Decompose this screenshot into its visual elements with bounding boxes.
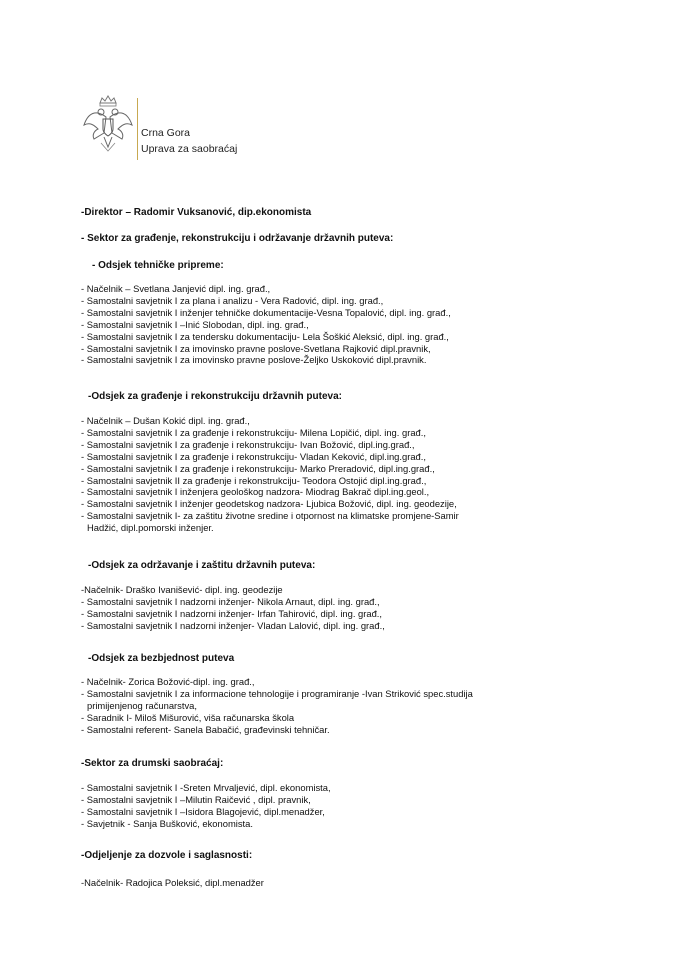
list-item: - Samostalni savjetnik I nadzorni inženjer- Irfan Tahirović, dipl. ing. građ., bbox=[81, 607, 383, 619]
sector1-title: - Sektor za građenje, rekonstrukciju i održavanje državnih puteva: bbox=[81, 233, 394, 244]
list-item: -Načelnik- Draško Ivanišević- dipl. ing. geodezije bbox=[81, 584, 283, 595]
list-item: - Samostalni savjetnik I za građenje i rekonstrukciju- Vladan Keković, dipl.ing.građ., bbox=[81, 450, 426, 462]
list-item: - Načelnik – Dušan Kokić dipl. ing. građ., bbox=[81, 415, 250, 426]
list-item: - Samostalni savjetnik I za tendersku dokumentaciju- Lela Šoškić Aleksić, dipl. ing. građ., bbox=[81, 330, 449, 342]
list-item: - Samostalni savjetnik I nadzorni inženjer- Vladan Lalović, dipl. ing. građ., bbox=[81, 619, 385, 631]
list-item: - Saradnik I- Miloš Mišurović, viša računarska škola bbox=[81, 711, 295, 723]
list-item: primijenjenog računarstva, bbox=[87, 699, 197, 711]
list-item: - Savjetnik - Sanja Bušković, ekonomista. bbox=[81, 817, 253, 829]
list-item: - Samostalni savjetnik I –Inić Slobodan, dipl. ing. građ., bbox=[81, 318, 309, 330]
dept1-list bbox=[81, 283, 451, 366]
dept4-title: -Odsjek za bezbjednost puteva bbox=[88, 653, 235, 664]
dept2-title: -Odsjek za građenje i rekonstrukciju državnih puteva: bbox=[88, 391, 342, 402]
list-item: Hadžić, dipl.pomorski inženjer. bbox=[87, 522, 214, 534]
list-item: - Samostalni savjetnik I -Sreten Mrvaljević, dipl. ekonomista, bbox=[81, 782, 331, 793]
list-item: - Samostalni savjetnik I nadzorni inženjer- Nikola Arnaut, dipl. ing. građ., bbox=[81, 595, 380, 607]
list-item: - Samostalni savjetnik I- za zaštitu životne sredine i otpornost na klimatske promjene-Samir bbox=[81, 510, 459, 522]
dept5-title: -Odjeljenje za dozvole i saglasnosti: bbox=[81, 850, 253, 861]
org-agency: Uprava za saobraćaj bbox=[141, 143, 238, 155]
list-item: - Samostalni savjetnik I za imovinsko pravne poslove-Svetlana Rajković dipl.pravnik, bbox=[81, 342, 431, 354]
dept5-list bbox=[81, 877, 264, 889]
list-item: - Samostalni savjetnik II za građenje i rekonstrukciju- Teodora Ostojić dipl.ing.građ., bbox=[81, 474, 427, 486]
dept1-title: - Odsjek tehničke pripreme: bbox=[92, 260, 224, 271]
list-item: - Samostalni savjetnik I –Isidora Blagojević, dipl.menadžer, bbox=[81, 805, 325, 817]
coat-of-arms-icon bbox=[82, 95, 134, 153]
director-line: -Direktor – Radomir Vuksanović, dip.ekonomista bbox=[81, 207, 312, 218]
list-item: - Samostalni savjetnik I –Milutin Raičević , dipl. pravnik, bbox=[81, 793, 311, 805]
dept4-list bbox=[81, 676, 473, 736]
organization-name bbox=[141, 125, 237, 157]
header-divider bbox=[137, 98, 138, 160]
dept3-title: -Odsjek za održavanje i zaštitu državnih puteva: bbox=[88, 560, 316, 571]
list-item: - Samostalni savjetnik I za građenje i rekonstrukciju- Milena Lopičić, dipl. ing. građ., bbox=[81, 426, 426, 438]
list-item: - Samostalni savjetnik I za plana i analizu - Vera Radović, dipl. ing. građ., bbox=[81, 294, 384, 306]
list-item: - Samostalni savjetnik I inženjera geološkog nadzora- Miodrag Bakrač dipl.ing.geol., bbox=[81, 486, 430, 498]
org-country: Crna Gora bbox=[141, 127, 191, 139]
list-item: - Samostalni referent- Sanela Babačić, građevinski tehničar. bbox=[81, 723, 330, 735]
list-item: - Samostalni savjetnik I inženjer tehničke dokumentacije-Vesna Topalović, dipl. ing. građ., bbox=[81, 306, 451, 318]
sector2-title: -Sektor za drumski saobraćaj: bbox=[81, 758, 224, 769]
list-item: - Samostalni savjetnik I inženjer geodetskog nadzora- Ljubica Božović, dipl. ing. geodezije, bbox=[81, 498, 457, 510]
list-item: - Samostalni savjetnik I za imovinsko pravne poslove-Željko Uskoković dipl.pravnik. bbox=[81, 354, 427, 366]
list-item: -Načelnik- Radojica Poleksić, dipl.menadžer bbox=[81, 877, 264, 888]
list-item: - Samostalni savjetnik I za građenje i rekonstrukciju- Ivan Božović, dipl.ing.građ., bbox=[81, 438, 415, 450]
list-item: - Načelnik- Zorica Božović-dipl. ing. građ., bbox=[81, 676, 255, 687]
list-item: - Samostalni savjetnik I za građenje i rekonstrukciju- Marko Preradović, dipl.ing.građ., bbox=[81, 462, 435, 474]
sector2-list bbox=[81, 782, 331, 830]
list-item: - Samostalni savjetnik I za informacione tehnologije i programiranje -Ivan Striković spec.studija bbox=[81, 687, 473, 699]
dept2-list bbox=[81, 415, 459, 534]
list-item: - Načelnik – Svetlana Janjević dipl. ing. građ., bbox=[81, 283, 271, 294]
dept3-list bbox=[81, 584, 385, 632]
letterhead bbox=[82, 95, 382, 161]
